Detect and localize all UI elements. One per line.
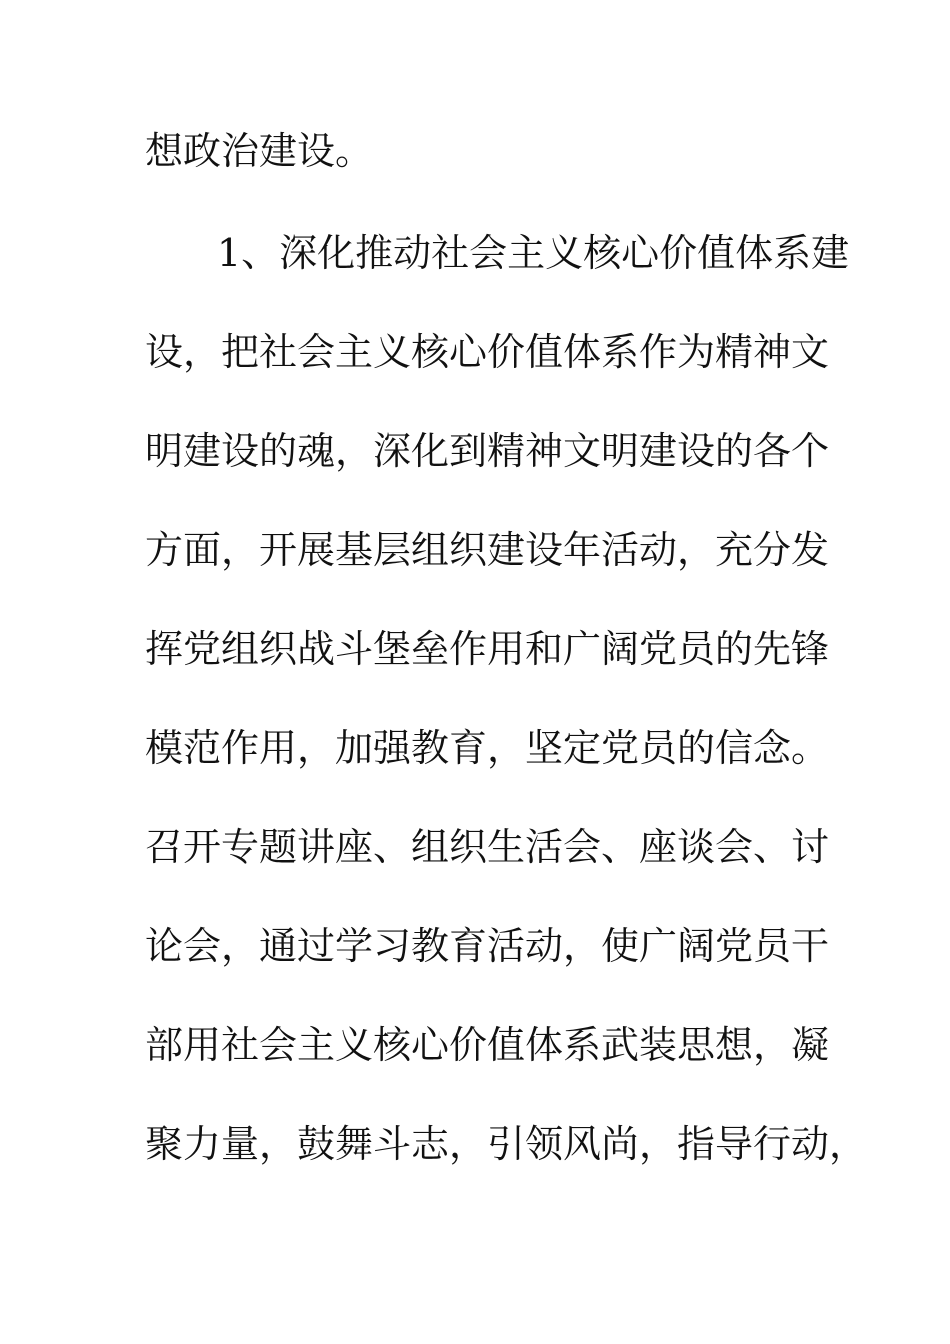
text-line: 方面，开展基层组织建设年活动，充分发 xyxy=(145,528,830,572)
text-line: 模范作用，加强教育，坚定党员的信念。 xyxy=(145,726,830,770)
text-line: 论会，通过学习教育活动，使广阔党员干 xyxy=(145,924,830,968)
paragraph-start-line: 1、深化推动社会主义核心价值体系建 xyxy=(217,231,850,275)
text-line: 部用社会主义核心价值体系武装思想，凝 xyxy=(145,1023,830,1067)
text-line: 召开专题讲座、组织生活会、座谈会、讨 xyxy=(145,825,830,869)
text-line: 挥党组织战斗堡垒作用和广阔党员的先锋 xyxy=(145,627,830,671)
text-line: 聚力量，鼓舞斗志，引领风尚，指导行动， xyxy=(145,1122,868,1166)
text-line: 设，把社会主义核心价值体系作为精神文 xyxy=(145,330,830,374)
text-line: 想政治建设。 xyxy=(145,129,374,173)
text-line: 明建设的魂，深化到精神文明建设的各个 xyxy=(145,429,830,473)
